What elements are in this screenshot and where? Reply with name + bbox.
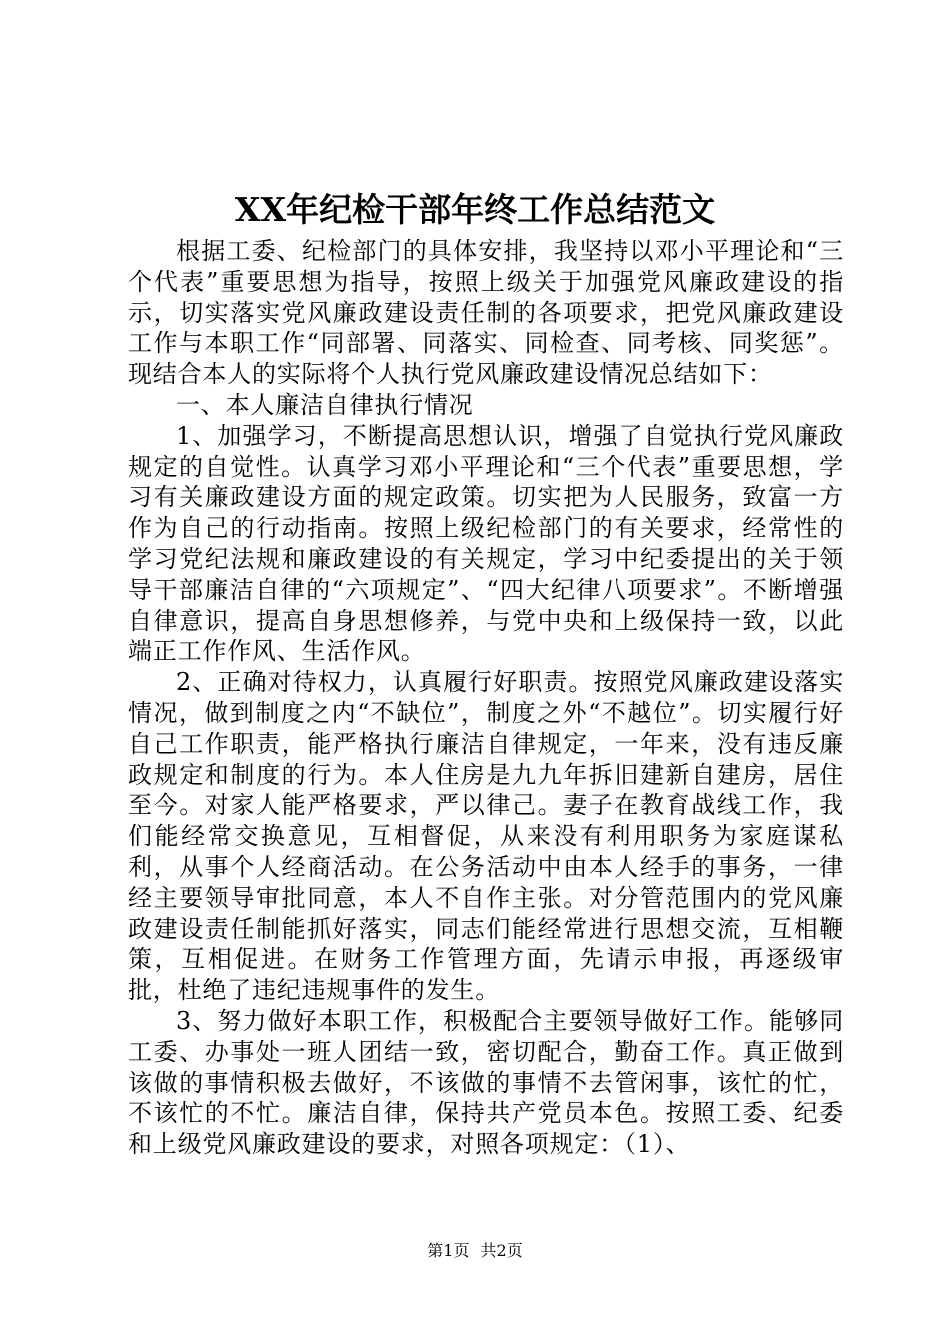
paragraph-intro: 根据工委、纪检部门的具体安排，我坚持以邓小平理论和“三个代表”重要思想为指导，按照上级关于加强党风廉政建设的指示，切实落实党风廉政建设责任制的各项要求，把党风廉政建设工作与本职工作“同部署、同落实、同检查、同考核、同奖惩”。现结合本人的实际将个人执行党风廉政建设情况总结如下： [128,237,844,389]
paragraph-item-1: 1、加强学习，不断提高思想认识，增强了自觉执行党风廉政规定的自觉性。认真学习邓小平理论和“三个代表”重要思想，学习有关廉政建设方面的规定政策。切实把为人民服务，致富一方作为自己的行动指南。按照上级纪检部门的有关要求，经常性的学习党纪法规和廉政建设的有关规定，学习中纪委提出的关于领导干部廉洁自律的“六项规定”、“四大纪律八项要求”。不断增强自律意识，提高自身思想修养，与党中央和上级保持一致，以此端正工作作风、生活作风。 [128,421,844,666]
paragraph-item-2: 2、正确对待权力，认真履行好职责。按照党风廉政建设落实情况，做到制度之内“不缺位”，制度之外“不越位”。切实履行好自己工作职责，能严格执行廉洁自律规定，一年来，没有违反廉政规定和制度的行为。本人住房是九九年拆旧建新自建房，居住至今。对家人能严格要求，严以律己。妻子在教育战线工作，我们能经常交换意见，互相督促，从来没有利用职务为家庭谋私利，从事个人经商活动。在公务活动中由本人经手的事务，一律经主要领导审批同意，本人不自作主张。对分管范围内的党风廉政建设责任制能抓好落实，同志们能经常进行思想交流，互相鞭策，互相促进。在财务工作管理方面，先请示申报，再逐级审批，杜绝了违纪违规事件的发生。 [128,668,844,1005]
page-footer [0,1240,950,1262]
section-heading: 一、本人廉洁自律执行情况 [176,390,474,419]
paragraph-item-3: 3、努力做好本职工作，积极配合主要领导做好工作。能够同工委、办事处一班人团结一致，密切配合，勤奋工作。真正做到该做的事情积极去做好，不该做的事情不去管闲事，该忙的忙，不该忙的不忙。廉洁自律，保持共产党员本色。按照工委、纪委和上级党风廉政建设的要求，对照各项规定：（1）、 [128,1006,844,1159]
page-total: 共2页 [480,1241,523,1260]
document-body [128,236,844,1160]
document-title: XX年纪检干部年终工作总结范文 [234,190,716,229]
page-number: 第1页 [427,1241,470,1260]
